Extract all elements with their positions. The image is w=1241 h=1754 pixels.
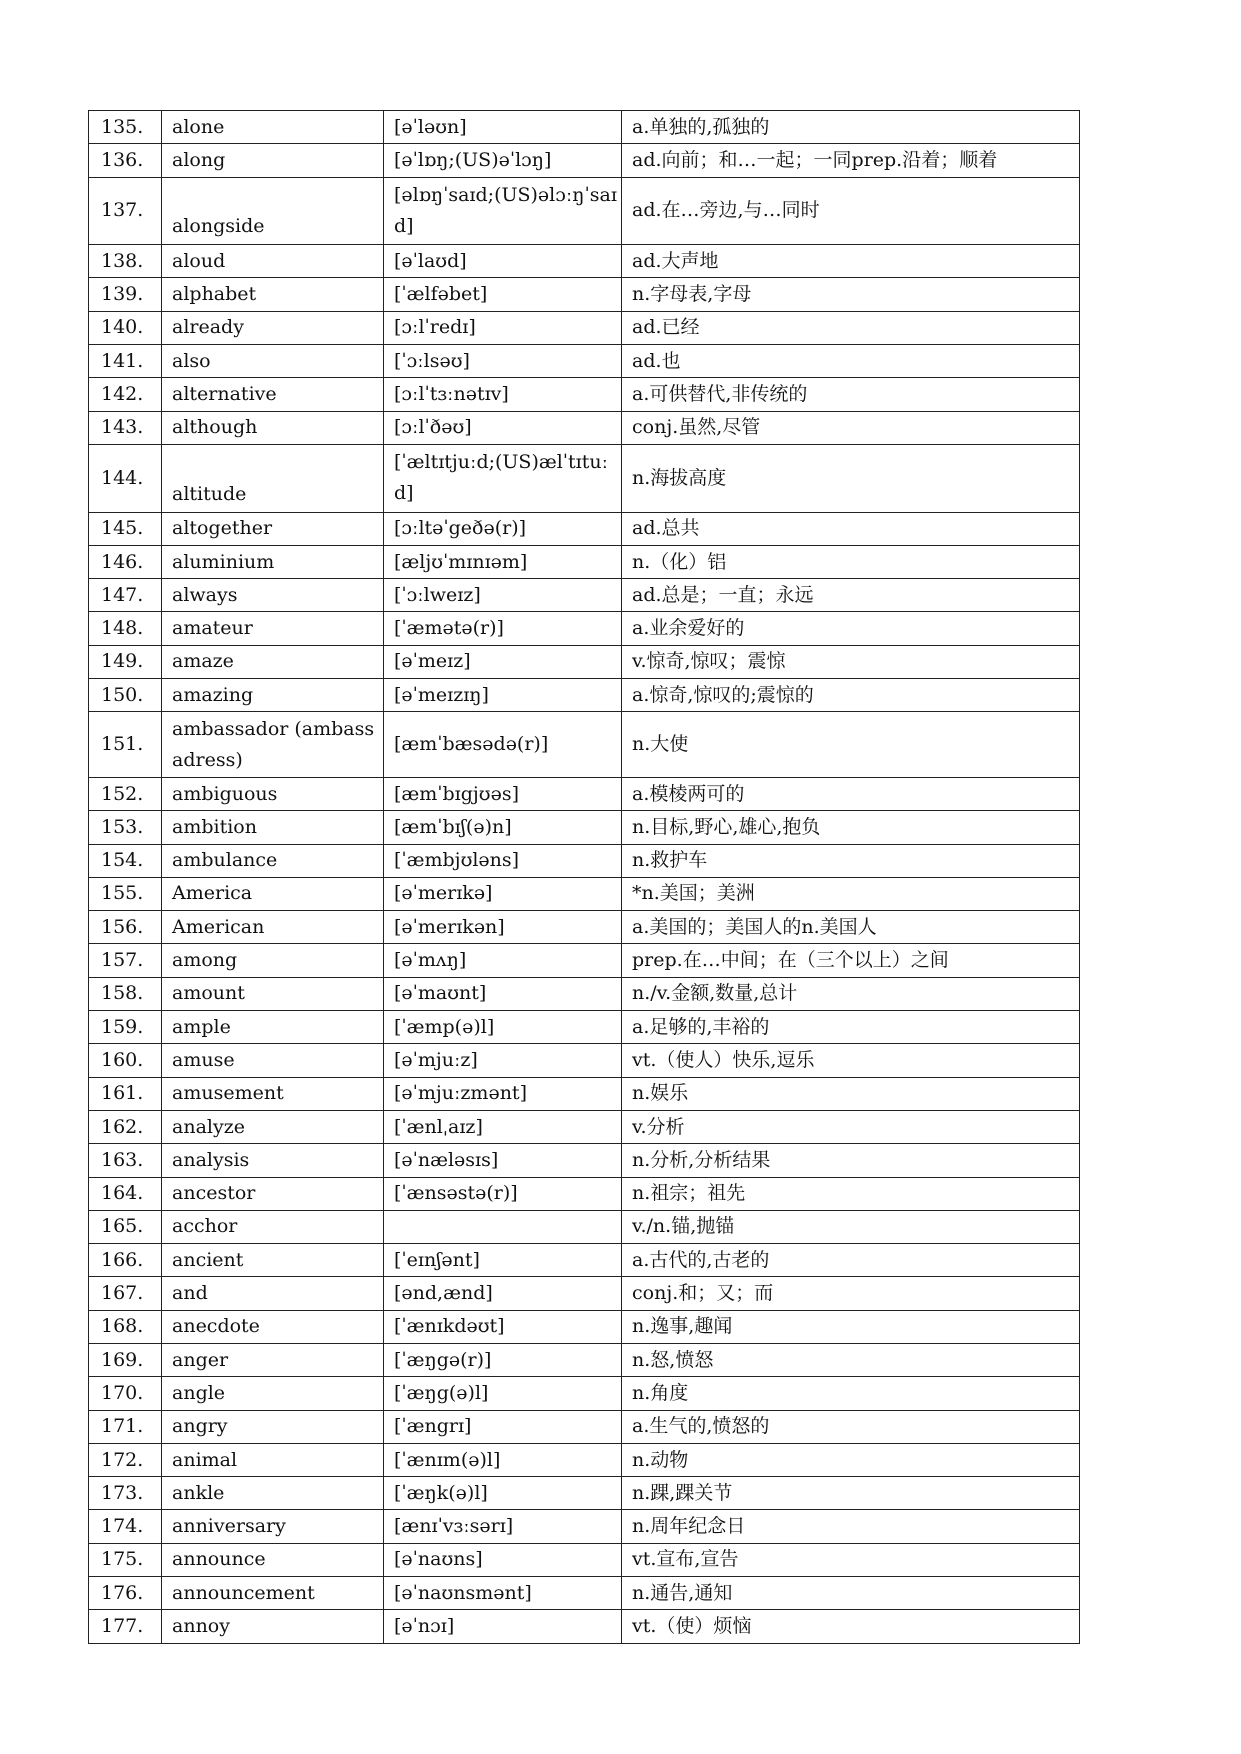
table-row — [89, 1110, 1080, 1143]
entry-definition: n.海拔高度 — [622, 444, 1080, 512]
entry-definition: a.生气的,愤怒的 — [622, 1410, 1080, 1443]
table-row — [89, 345, 1080, 378]
entry-number: 136. — [89, 144, 162, 177]
entry-phonetic: [ɔːlˈredɪ] — [384, 311, 622, 344]
entry-phonetic: [ˈeɪnʃənt] — [384, 1244, 622, 1277]
table-row — [89, 1210, 1080, 1243]
entry-word: amusement — [162, 1077, 384, 1110]
entry-phonetic: [æmˈbɪgjʊəs] — [384, 777, 622, 810]
entry-number: 162. — [89, 1110, 162, 1143]
entry-number: 143. — [89, 411, 162, 444]
entry-phonetic: [ˈænlˌaɪz] — [384, 1110, 622, 1143]
entry-definition: ad.也 — [622, 345, 1080, 378]
entry-word: amuse — [162, 1044, 384, 1077]
entry-definition: n.（化）铝 — [622, 545, 1080, 578]
entry-phonetic: [əˈmʌŋ] — [384, 944, 622, 977]
entry-definition: n.通告,通知 — [622, 1577, 1080, 1610]
entry-word: analysis — [162, 1144, 384, 1177]
entry-definition: n.娱乐 — [622, 1077, 1080, 1110]
vocabulary-table-body — [89, 111, 1080, 1644]
entry-phonetic: [ənd,ænd] — [384, 1277, 622, 1310]
entry-word: among — [162, 944, 384, 977]
entry-definition: n.逸事,趣闻 — [622, 1310, 1080, 1343]
entry-phonetic: [æmˈbɪʃ(ə)n] — [384, 811, 622, 844]
entry-number: 173. — [89, 1477, 162, 1510]
entry-phonetic: [əˈləʊn] — [384, 111, 622, 144]
entry-phonetic: [æljʊˈmɪnɪəm] — [384, 545, 622, 578]
entry-word: aloud — [162, 245, 384, 278]
entry-phonetic — [384, 1210, 622, 1243]
entry-word: amateur — [162, 612, 384, 645]
entry-word: alphabet — [162, 278, 384, 311]
entry-word: angry — [162, 1410, 384, 1443]
table-row — [89, 512, 1080, 545]
entry-phonetic: [ænɪˈvɜːsərɪ] — [384, 1510, 622, 1543]
entry-number: 137. — [89, 177, 162, 245]
entry-phonetic: [əˈmjuːzmənt] — [384, 1077, 622, 1110]
entry-word: ambulance — [162, 844, 384, 877]
entry-number: 161. — [89, 1077, 162, 1110]
entry-definition: vt.（使人）快乐,逗乐 — [622, 1044, 1080, 1077]
table-row — [89, 612, 1080, 645]
entry-phonetic: [æmˈbæsədə(r)] — [384, 712, 622, 778]
entry-number: 141. — [89, 345, 162, 378]
entry-word: ambassador (ambassadress) — [162, 712, 384, 778]
table-row — [89, 278, 1080, 311]
entry-definition: n.踝,踝关节 — [622, 1477, 1080, 1510]
table-row — [89, 1177, 1080, 1210]
entry-phonetic: [əˈmeɪzɪŋ] — [384, 679, 622, 712]
table-row — [89, 679, 1080, 712]
entry-number: 157. — [89, 944, 162, 977]
entry-phonetic: [ˈæŋg(ə)l] — [384, 1377, 622, 1410]
entry-phonetic: [ˈæmbjʊləns] — [384, 844, 622, 877]
entry-definition: v./n.锚,抛锚 — [622, 1210, 1080, 1243]
entry-definition: n.大使 — [622, 712, 1080, 778]
entry-number: 150. — [89, 679, 162, 712]
table-row — [89, 444, 1080, 512]
table-row — [89, 1410, 1080, 1443]
entry-word: alongside — [162, 177, 384, 245]
entry-number: 175. — [89, 1543, 162, 1576]
entry-number: 140. — [89, 311, 162, 344]
entry-phonetic: [əˈlaʊd] — [384, 245, 622, 278]
entry-word: aluminium — [162, 545, 384, 578]
entry-definition: n.动物 — [622, 1443, 1080, 1476]
entry-number: 172. — [89, 1443, 162, 1476]
entry-definition: vt.（使）烦恼 — [622, 1610, 1080, 1643]
table-row — [89, 1044, 1080, 1077]
entry-number: 171. — [89, 1410, 162, 1443]
entry-definition: ad.在…旁边,与…同时 — [622, 177, 1080, 245]
table-row — [89, 712, 1080, 778]
entry-definition: a.单独的,孤独的 — [622, 111, 1080, 144]
entry-definition: prep.在…中间；在（三个以上）之间 — [622, 944, 1080, 977]
entry-number: 145. — [89, 512, 162, 545]
table-row — [89, 1343, 1080, 1376]
entry-number: 163. — [89, 1144, 162, 1177]
entry-phonetic: [ˈæltɪtjuːd;(US)ælˈtɪtuːd] — [384, 444, 622, 512]
entry-word: acchor — [162, 1210, 384, 1243]
entry-word: amount — [162, 977, 384, 1010]
entry-definition: n.怒,愤怒 — [622, 1343, 1080, 1376]
entry-phonetic: [əˈmeɪz] — [384, 645, 622, 678]
entry-number: 159. — [89, 1011, 162, 1044]
entry-number: 158. — [89, 977, 162, 1010]
entry-phonetic: [ˈɔːlsəʊ] — [384, 345, 622, 378]
entry-definition: n.角度 — [622, 1377, 1080, 1410]
entry-word: alternative — [162, 378, 384, 411]
entry-definition: a.惊奇,惊叹的;震惊的 — [622, 679, 1080, 712]
entry-phonetic: [əˈnaʊnsmənt] — [384, 1577, 622, 1610]
entry-definition: *n.美国；美洲 — [622, 877, 1080, 910]
entry-word: ancestor — [162, 1177, 384, 1210]
entry-definition: conj.和；又；而 — [622, 1277, 1080, 1310]
table-row — [89, 1610, 1080, 1643]
entry-word: analyze — [162, 1110, 384, 1143]
table-row — [89, 245, 1080, 278]
entry-definition: ad.总是；一直；永远 — [622, 579, 1080, 612]
entry-phonetic: [ˈɔːlweɪz] — [384, 579, 622, 612]
entry-word: America — [162, 877, 384, 910]
entry-definition: ad.已经 — [622, 311, 1080, 344]
entry-word: already — [162, 311, 384, 344]
table-row — [89, 311, 1080, 344]
entry-definition: n.分析,分析结果 — [622, 1144, 1080, 1177]
entry-word: announce — [162, 1543, 384, 1576]
entry-definition: a.可供替代,非传统的 — [622, 378, 1080, 411]
entry-phonetic: [əˈnɔɪ] — [384, 1610, 622, 1643]
table-row — [89, 1144, 1080, 1177]
entry-number: 151. — [89, 712, 162, 778]
entry-definition: n./v.金额,数量,总计 — [622, 977, 1080, 1010]
entry-number: 139. — [89, 278, 162, 311]
table-row — [89, 144, 1080, 177]
entry-phonetic: [əˈlɒŋ;(US)əˈlɔŋ] — [384, 144, 622, 177]
table-row — [89, 944, 1080, 977]
entry-definition: a.模棱两可的 — [622, 777, 1080, 810]
entry-number: 144. — [89, 444, 162, 512]
table-row — [89, 1077, 1080, 1110]
entry-number: 153. — [89, 811, 162, 844]
entry-phonetic: [əlɒŋˈsaɪd;(US)əlɔːŋˈsaɪd] — [384, 177, 622, 245]
vocabulary-table — [88, 110, 1080, 1644]
table-row — [89, 1377, 1080, 1410]
table-row — [89, 177, 1080, 245]
table-row — [89, 579, 1080, 612]
entry-word: animal — [162, 1443, 384, 1476]
entry-number: 148. — [89, 612, 162, 645]
entry-word: angle — [162, 1377, 384, 1410]
entry-number: 167. — [89, 1277, 162, 1310]
entry-word: amazing — [162, 679, 384, 712]
table-row — [89, 1443, 1080, 1476]
entry-definition: n.救护车 — [622, 844, 1080, 877]
table-row — [89, 378, 1080, 411]
entry-number: 142. — [89, 378, 162, 411]
entry-number: 149. — [89, 645, 162, 678]
table-row — [89, 1011, 1080, 1044]
entry-definition: conj.虽然,尽管 — [622, 411, 1080, 444]
entry-number: 154. — [89, 844, 162, 877]
table-row — [89, 911, 1080, 944]
entry-phonetic: [ˈænɪkdəʊt] — [384, 1310, 622, 1343]
entry-phonetic: [ˈæŋk(ə)l] — [384, 1477, 622, 1510]
entry-number: 176. — [89, 1577, 162, 1610]
entry-number: 166. — [89, 1244, 162, 1277]
table-row — [89, 1310, 1080, 1343]
entry-word: ample — [162, 1011, 384, 1044]
entry-phonetic: [əˈmerɪkə] — [384, 877, 622, 910]
entry-word: altogether — [162, 512, 384, 545]
entry-number: 152. — [89, 777, 162, 810]
entry-definition: v.分析 — [622, 1110, 1080, 1143]
table-row — [89, 1477, 1080, 1510]
table-row — [89, 1244, 1080, 1277]
table-row — [89, 645, 1080, 678]
entry-definition: n.周年纪念日 — [622, 1510, 1080, 1543]
entry-phonetic: [əˈmjuːz] — [384, 1044, 622, 1077]
entry-definition: a.足够的,丰裕的 — [622, 1011, 1080, 1044]
table-row — [89, 1277, 1080, 1310]
entry-word: also — [162, 345, 384, 378]
entry-word: although — [162, 411, 384, 444]
entry-definition: v.惊奇,惊叹；震惊 — [622, 645, 1080, 678]
entry-number: 146. — [89, 545, 162, 578]
entry-phonetic: [əˈmaʊnt] — [384, 977, 622, 1010]
entry-phonetic: [əˈnæləsɪs] — [384, 1144, 622, 1177]
table-row — [89, 1577, 1080, 1610]
entry-word: along — [162, 144, 384, 177]
entry-phonetic: [ˈælfəbet] — [384, 278, 622, 311]
entry-definition: n.目标,野心,雄心,抱负 — [622, 811, 1080, 844]
entry-number: 138. — [89, 245, 162, 278]
entry-definition: a.美国的；美国人的n.美国人 — [622, 911, 1080, 944]
entry-word: altitude — [162, 444, 384, 512]
entry-definition: n.祖宗；祖先 — [622, 1177, 1080, 1210]
entry-word: announcement — [162, 1577, 384, 1610]
table-row — [89, 545, 1080, 578]
entry-phonetic: [ˈænsəstə(r)] — [384, 1177, 622, 1210]
entry-definition: vt.宣布,宣告 — [622, 1543, 1080, 1576]
entry-phonetic: [ɔːltəˈgeðə(r)] — [384, 512, 622, 545]
table-row — [89, 111, 1080, 144]
entry-number: 177. — [89, 1610, 162, 1643]
entry-word: always — [162, 579, 384, 612]
entry-phonetic: [ɔːlˈtɜːnətɪv] — [384, 378, 622, 411]
table-row — [89, 811, 1080, 844]
entry-number: 170. — [89, 1377, 162, 1410]
entry-number: 169. — [89, 1343, 162, 1376]
entry-definition: ad.大声地 — [622, 245, 1080, 278]
entry-word: anecdote — [162, 1310, 384, 1343]
entry-number: 174. — [89, 1510, 162, 1543]
entry-word: alone — [162, 111, 384, 144]
entry-phonetic: [əˈmerɪkən] — [384, 911, 622, 944]
entry-number: 164. — [89, 1177, 162, 1210]
entry-definition: ad.向前；和…一起；一同prep.沿着；顺着 — [622, 144, 1080, 177]
entry-number: 147. — [89, 579, 162, 612]
entry-definition: ad.总共 — [622, 512, 1080, 545]
entry-number: 168. — [89, 1310, 162, 1343]
entry-number: 160. — [89, 1044, 162, 1077]
entry-word: annoy — [162, 1610, 384, 1643]
entry-phonetic: [ˈæŋgə(r)] — [384, 1343, 622, 1376]
table-row — [89, 777, 1080, 810]
entry-word: amaze — [162, 645, 384, 678]
entry-word: ambition — [162, 811, 384, 844]
table-row — [89, 411, 1080, 444]
entry-number: 155. — [89, 877, 162, 910]
entry-word: anger — [162, 1343, 384, 1376]
entry-phonetic: [ˈæmp(ə)l] — [384, 1011, 622, 1044]
entry-word: anniversary — [162, 1510, 384, 1543]
entry-number: 135. — [89, 111, 162, 144]
entry-number: 156. — [89, 911, 162, 944]
entry-word: ancient — [162, 1244, 384, 1277]
entry-phonetic: [ˈængrɪ] — [384, 1410, 622, 1443]
entry-word: ambiguous — [162, 777, 384, 810]
table-row — [89, 1543, 1080, 1576]
entry-phonetic: [ɔːlˈðəʊ] — [384, 411, 622, 444]
entry-definition: a.古代的,古老的 — [622, 1244, 1080, 1277]
entry-word: and — [162, 1277, 384, 1310]
table-row — [89, 977, 1080, 1010]
entry-number: 165. — [89, 1210, 162, 1243]
entry-definition: n.字母表,字母 — [622, 278, 1080, 311]
entry-word: ankle — [162, 1477, 384, 1510]
table-row — [89, 877, 1080, 910]
entry-phonetic: [ˈænɪm(ə)l] — [384, 1443, 622, 1476]
entry-word: American — [162, 911, 384, 944]
table-row — [89, 844, 1080, 877]
entry-phonetic: [ˈæmətə(r)] — [384, 612, 622, 645]
entry-phonetic: [əˈnaʊns] — [384, 1543, 622, 1576]
table-row — [89, 1510, 1080, 1543]
entry-definition: a.业余爱好的 — [622, 612, 1080, 645]
